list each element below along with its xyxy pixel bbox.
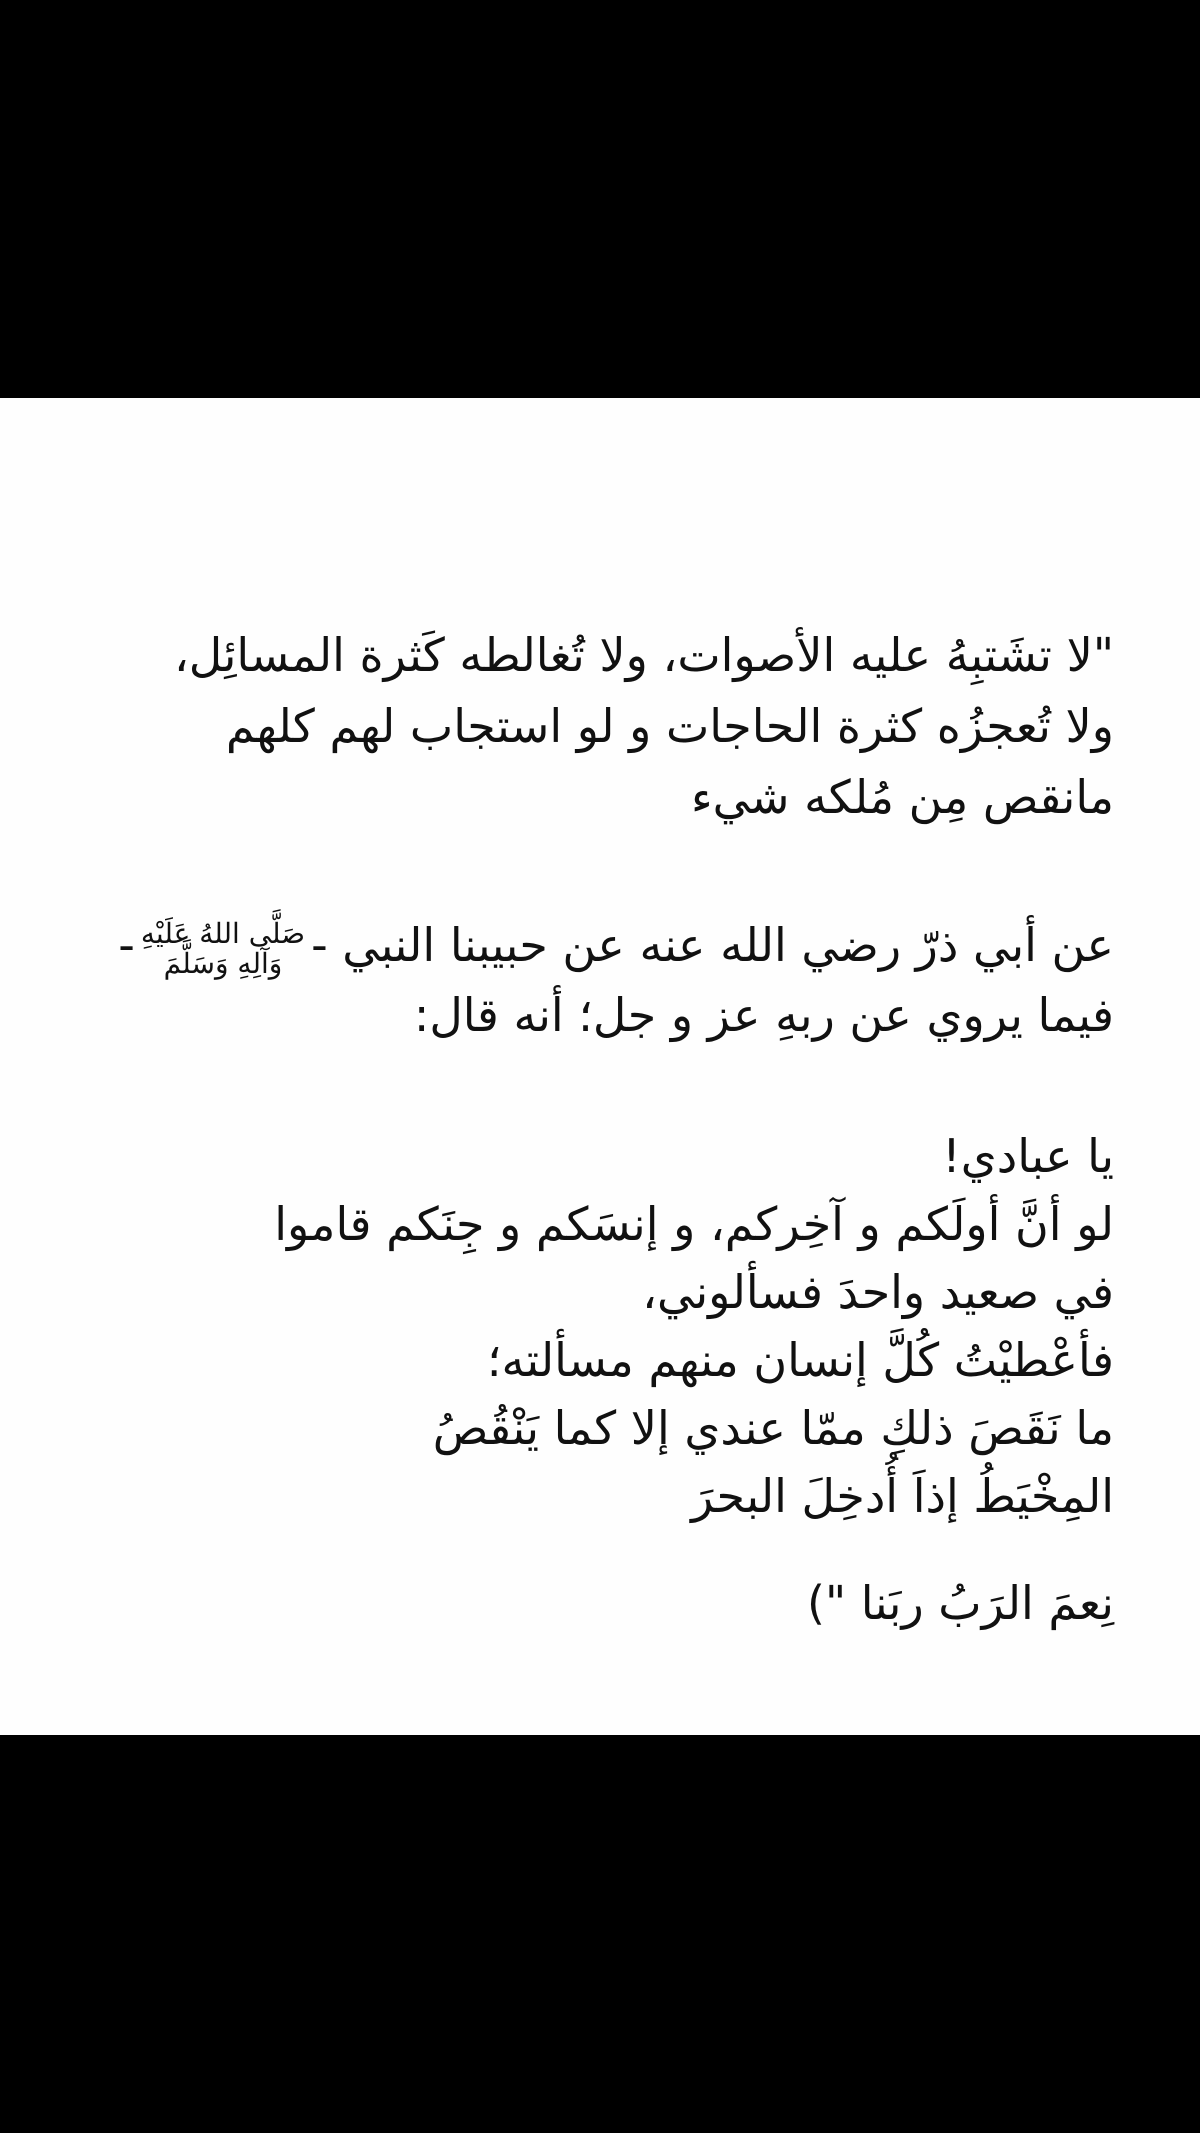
hadith-line-3: في صعيد واحدَ فسألوني،: [642, 1265, 1114, 1319]
salawat-glyph: [140, 916, 306, 980]
narration-line-1: [54, 910, 1114, 980]
opening-line-2: ولا تُعجزُه كثرة الحاجات و لو استجاب لهم كلهم: [225, 699, 1114, 753]
hadith-line-1: يا عبادي!: [942, 1129, 1114, 1183]
narration-line-1-dash: -: [118, 918, 135, 972]
narration-line-2: فيما يروي عن ربهِ عز و جل؛ أنه قال:: [413, 988, 1114, 1042]
hadith-line-5: ما نَقَصَ ذلكِ ممّا عندي إلا كما يَنْقُصُ: [432, 1401, 1114, 1455]
closing-line: نِعمَ الرَبُ ربَنا "): [807, 1576, 1114, 1630]
closing-paragraph: [54, 1568, 1114, 1638]
hadith-line-6: المِخْيَطُ إذاَ أُدخِلَ البحرَ: [691, 1469, 1114, 1523]
salawat-top: صَلَّى اللهُ عَلَيْهِ: [140, 916, 306, 950]
hadith-paragraph: [54, 1122, 1114, 1530]
narration-line-1-text: عن أبي ذرّ رضي الله عنه عن حبيبنا النبي -: [311, 918, 1114, 972]
opening-line-1: "لا تشَتبِهُ عليه الأصوات، ولا تُغالطه كَثرة المسائِل،: [173, 628, 1114, 682]
opening-line-3: مانقص مِن مُلكه شيء: [690, 770, 1114, 824]
bottom-black-band: [0, 1735, 1200, 2133]
salawat-bottom: وَآلِهِ وَسَلَّمَ: [163, 946, 283, 980]
narration-paragraph: [54, 910, 1114, 1050]
quote-panel: [0, 398, 1200, 1735]
hadith-line-4: فأعْطيْتُ كُلَّ إنسان منهم مسألته؛: [486, 1333, 1114, 1387]
opening-paragraph: [54, 620, 1114, 833]
top-black-band: [0, 0, 1200, 398]
hadith-line-2: لو أنَّ أولَكم و آخِركم، و إنسَكم و جِنَكم قاموا: [274, 1197, 1114, 1251]
